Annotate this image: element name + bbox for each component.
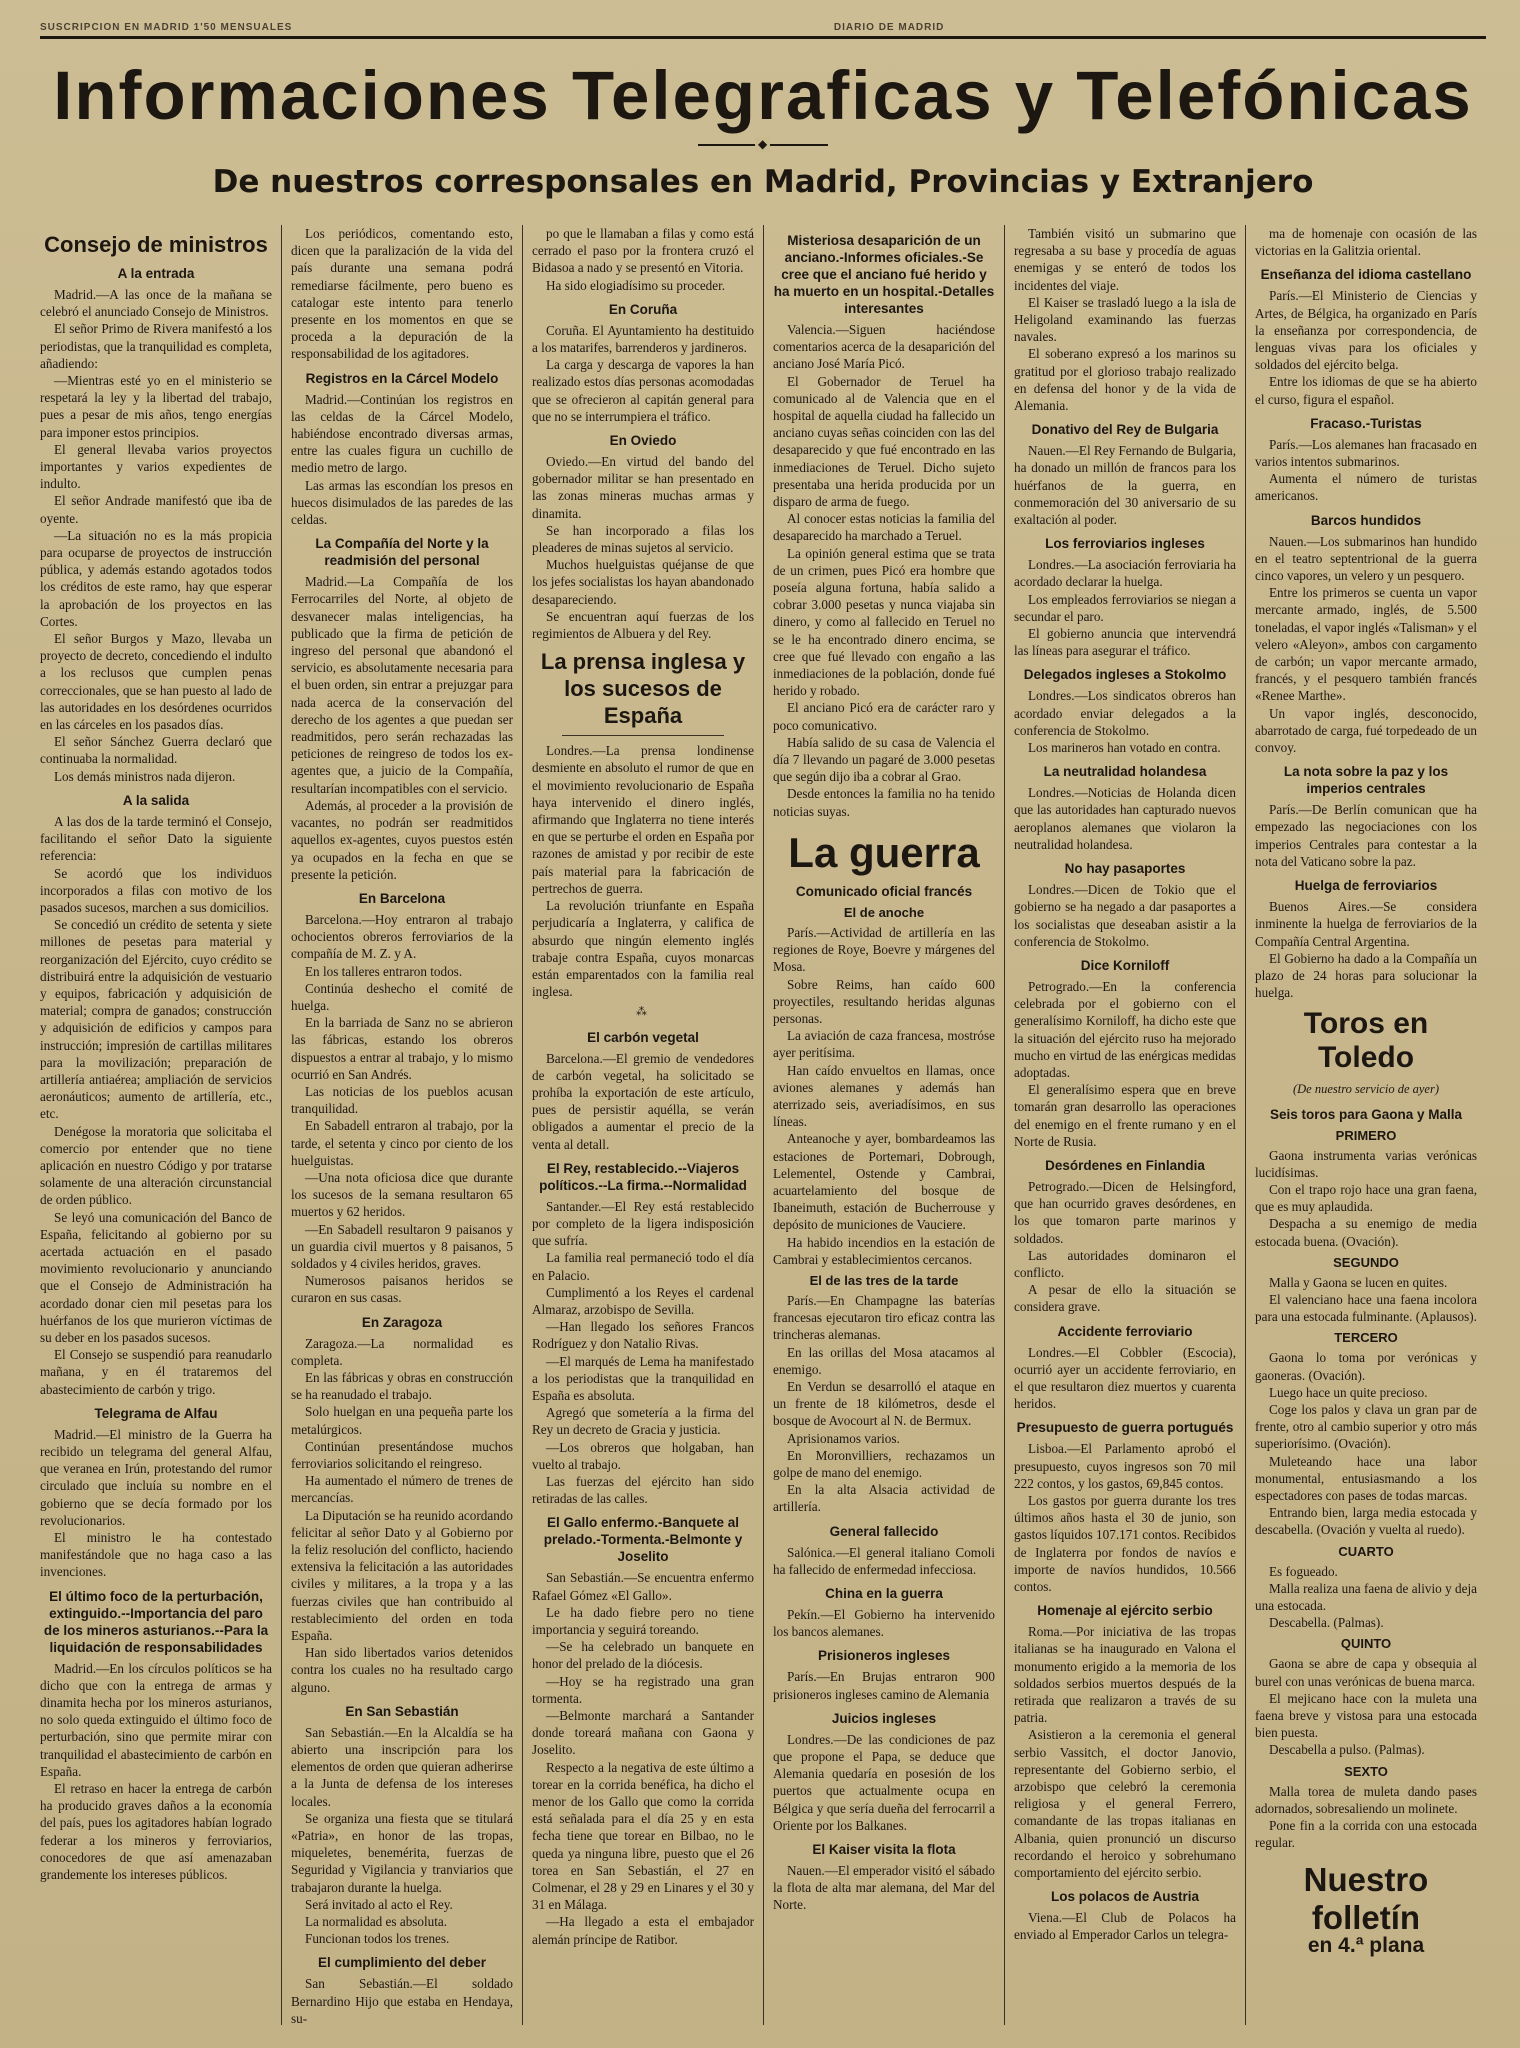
subhead-oviedo: En Oviedo (609, 433, 677, 449)
ornament-divider (698, 144, 828, 146)
paragraph: Entre los idiomas de que se ha abierto el curso, figura el español. (1255, 374, 1477, 407)
paragraph: Aumenta el número de turistas americanos. (1255, 471, 1477, 504)
paragraph: Petrogrado.—Dicen de Helsingford, que han ocurrido graves desórdenes, en los que tomaron parte marinos y soldados. (1014, 1178, 1236, 1246)
paragraph: Aprisionamos varios. (787, 1430, 900, 1446)
paragraph: Nauen.—Los submarinos han hundido en el teatro septentrional de la guerra cinco vapores, un velero y un pesquero. (1255, 533, 1477, 584)
paragraph: El Gobierno ha dado a la Compañía un plazo de 24 horas para solucionar la huelga. (1255, 950, 1477, 1001)
paragraph: Madrid.—A las once de la mañana se celebró el anunciado Consejo de Ministros. (40, 287, 272, 320)
paragraph: El valenciano hace una faena incolora para una estocada fulminante. (Aplausos). (1255, 1291, 1477, 1325)
subhead-neutralidad: La neutralidad holandesa (1043, 764, 1207, 780)
paragraph: Nauen.—El Rey Fernando de Bulgaria, ha donado un millón de francos para los huérfanos de la guerra, en conmemoración del 30 aniversario de su exaltación al poder. (1014, 443, 1237, 528)
subhead-polacos: Los polacos de Austria (1050, 1889, 1200, 1905)
paragraph: Al conocer estas noticias la familia del desaparecido ha marchado a Teruel. (773, 511, 995, 544)
paragraph: El Gobernador de Teruel ha comunicado al de Valencia que en el hospital de aquella ciudad ha fallecido un anciano cuyas señas coinciden con las del desaparecido y que fué encontrado en las inmediaciones de Teruel. Dicho sujeto presentaba una herida producida por un disparo de arma de fuego. (773, 373, 995, 510)
paragraph: La familia real permaneció todo el día en Palacio. (532, 1250, 754, 1283)
paragraph: Descabella a pulso. (Palmas). (1269, 1742, 1425, 1758)
subhead-donativo: Donativo del Rey de Bulgaria (1031, 422, 1219, 438)
subhead-alfau: Telegrama de Alfau (94, 1405, 218, 1421)
subhead-rey: El Rey, restablecido.--Viajeros políticos.--La firma.--Normalidad (539, 1160, 747, 1193)
subhead-idioma: Enseñanza del idioma castellano (1260, 267, 1472, 283)
paragraph: La carga y descarga de vapores la han realizado estos días personas acomodadas que se ofrecieron al capitán general para que no se interrumpiera el tráfico. (532, 357, 754, 424)
subhead-carbon: El carbón vegetal (587, 1029, 699, 1045)
paragraph: Madrid.—En los círculos políticos se ha dicho que con la entrega de armas y dinamita hecha por los mineros asturianos, no solo queda extinguido el último foco de perturbación, sino que permite mirar con tranquilidad el abastecimiento de carbón en España. (40, 1660, 272, 1779)
paragraph: En las orillas del Mosa atacamos al enemigo. (773, 1344, 995, 1377)
paragraph: Han caído envueltos en llamas, once aviones alemanes y además han aterrizado seis, averiadísimos, en sus líneas. (773, 1062, 995, 1130)
paragraph: Gaona lo toma por verónicas y gaoneras. (Ovación). (1255, 1350, 1477, 1383)
subhead-segundo: SEGUNDO (1333, 1254, 1399, 1270)
subhead-presupuesto: Presupuesto de guerra portugués (1016, 1420, 1234, 1436)
paragraph: El señor Sánchez Guerra declaró que continuaba la normalidad. (40, 734, 272, 767)
paragraph: Se acordó que los individuos incorporados a filas con motivo de los pasados sucesos, marchen a sus domicilios. (40, 865, 272, 915)
paragraph: Será invitado al acto el Rey. (305, 1896, 453, 1912)
paragraph: El ministro le ha contestado manifestándole que no haga caso a las invenciones. (40, 1530, 272, 1580)
paragraph: Sobre Reims, han caído 600 proyectiles, resultando heridas algunas personas. (773, 976, 995, 1026)
subhead-quinto: QUINTO (1340, 1636, 1392, 1652)
paragraph: Nauen.—El emperador visitó el sábado la flota de alta mar alemana, del Mar del Norte. (773, 1863, 995, 1913)
paragraph: Roma.—Por iniciativa de las tropas italianas se ha inaugurado en Valona el monumento erigido a la memoria de los soldados serbios muertos después de la retirada que realizaron a través de su patria. (1014, 1624, 1236, 1726)
column-3 (522, 225, 763, 2025)
paragraph: París.—El Ministerio de Ciencias y Artes, de Bélgica, ha organizado en París la enseñanza por correspondencia, de lenguas vivas para los oficiales y soldados del ejército belga. (1255, 288, 1477, 373)
paragraph: Los demás ministros nada dijeron. (54, 768, 236, 784)
paragraph: —Hoy se ha registrado una gran tormenta. (532, 1673, 754, 1706)
paragraph: La normalidad es absoluta. (305, 1914, 448, 1930)
subhead-accidente: Accidente ferroviario (1057, 1323, 1193, 1339)
paragraph: Entrando bien, larga media estocada y descabella. (Ovación y vuelta al ruedo). (1255, 1505, 1477, 1538)
paragraph: París.—En Brujas entraron 900 prisioneros ingleses camino de Alemania (773, 1669, 995, 1702)
paragraph: Le ha dado fiebre pero no tiene importancia y seguirá toreando. (532, 1604, 754, 1637)
paragraph: Londres.—Dicen de Tokio que el gobierno se ha negado a dar pasaportes a los socialistas que deseaban asistir a la conferencia de Stokolmo. (1014, 882, 1236, 949)
folletin-notice: Nuestro folletín (1303, 1861, 1429, 1937)
paragraph: El retraso en hacer la entrega de carbón ha producido graves daños a la economía del país, pues los agitadores habían logrado federar a los mineros y ferroviarios, conocedores de que así amenazaban grandemente los intereses públicos. (40, 1781, 272, 1883)
paragraph: —El marqués de Lema ha manifestado a los periodistas que la tranquilidad en España es absoluta. (532, 1353, 754, 1403)
paragraph: Anteanoche y ayer, bombardeamos las estaciones de Portemari, Dobrough, Lelementel, Ostende y Cambrai, acuartelamiento del bosque de Ibaneimuth, estación de Bucherrouse y depósito de municiones de Vauciere. (773, 1131, 995, 1233)
column-2 (281, 225, 522, 2025)
masthead-title: Informaciones Telegraficas y Telefónicas (53, 57, 1473, 134)
column-6 (1245, 225, 1486, 2025)
paragraph: En Moronvilliers, rechazamos un golpe de mano del enemigo. (773, 1447, 995, 1480)
subhead-china: China en la guerra (825, 1586, 943, 1601)
paragraph: —En Sabadell resultaron 9 paisanos y un guardia civil muertos y 8 paisanos, 5 soldados y 4 civiles heridos, graves. (291, 1221, 513, 1271)
headline-toros: Toros en Toledo (1303, 1007, 1429, 1075)
paragraph: Han sido libertados varios detenidos contra los cuales no ha resultado cargo alguno. (291, 1645, 513, 1695)
paragraph: El general llevaba varios proyectos importantes y varios expedientes de indulto. (40, 441, 272, 492)
paragraph: El gobierno anuncia que intervendrá las líneas para asegurar el tráfico. (1014, 626, 1236, 659)
subhead-foco: El último foco de la perturbación, extinguido.--Importancia del paro de los mineros asturianos.--Para la liquidación de responsabilidades (43, 1588, 269, 1655)
paragraph: Buenos Aires.—Se considera inminente la huelga de ferroviarios de la Compañía Central Argentina. (1255, 899, 1477, 949)
subhead-seis: Seis toros para Gaona y Malla (1269, 1106, 1463, 1122)
paragraph: La opinión general estima que se trata de un crimen, pues Picó era hombre que poseía alguna fortuna, había salido a cobrar 3.000 pesetas y nunca viajaba sin dinero, y como al fallecido en Teruel no se le ha encontrado dinero encima, se cree que fué llevado con engaño a las inmediaciones de la población, donde fué herido y robado. (773, 545, 995, 699)
paragraph: También visitó un submarino que regresaba a su base y procedía de aguas enemigas y se enteró de todos los incidentes del viaje. (1014, 226, 1236, 293)
paragraph: Luego hace un quite precioso. (1269, 1384, 1428, 1400)
paragraph: Coruña. El Ayuntamiento ha destituido a los matarifes, barrenderos y jardineros. (532, 322, 754, 356)
paragraph: San Sebastián.—Se encuentra enfermo Rafael Gómez «El Gallo». (532, 1570, 754, 1603)
divider (562, 735, 724, 736)
paragraph: San Sebastián.—El soldado Bernardino Hijo que estaba en Hendaya, su- (291, 1976, 513, 2025)
headline-consejo: Consejo de ministros (44, 232, 268, 257)
paragraph: Lisboa.—El Parlamento aprobó el presupuesto, cuyos ingresos son 70 mil 222 contos, y los gastos, 69,845 contos. (1014, 1441, 1236, 1491)
subhead-prisioneros: Prisioneros ingleses (817, 1648, 951, 1664)
paragraph: —Belmonte marchará a Santander donde toreará mañana con Gaona y Joselito. (532, 1708, 754, 1758)
subhead-barcelona: En Barcelona (358, 890, 446, 906)
subhead-fracaso: Fracaso.-Turistas (1310, 415, 1422, 431)
paragraph: Denégose la moratoria que solicitaba el comercio por entender que no tiene aplicación en nuestro Código y por tratarse solamente de una alteración circunstancial de orden público. (40, 1123, 272, 1208)
paragraph: Los empleados ferroviarios se niegan a secundar el paro. (1014, 591, 1236, 624)
paragraph: po que le llamaban a filas y como está cerrado el paso por la frontera cruzó el Bidasoa a nado y se presentó en Vitoria. (532, 226, 754, 276)
paragraph: Había salido de su casa de Valencia el día 7 llevando un pagaré de 3.000 pesetas que según dijo iba a cobrar al Grao. (773, 734, 995, 785)
subhead-paz: La nota sobre la paz y los imperios centrales (1283, 764, 1449, 797)
paragraph: Despacha a su enemigo de media estocada buena. (Ovación). (1255, 1216, 1477, 1249)
paragraph: Santander.—El Rey está restablecido por completo de la ligera indisposición que sufría. (532, 1198, 754, 1249)
paragraph: Desde entonces la familia no ha tenido noticias suyas. (773, 786, 995, 819)
paragraph: Madrid.—Continúan los registros en las celdas de la Cárcel Modelo, habiéndose encontrado diversas armas, entre las cuales figura un cuchillo de medio metro de largo. (291, 391, 513, 476)
paragraph: Petrogrado.—En la conferencia celebrada por el gobierno con el generalísimo Korniloff, ha dicho este que la situación del ejército ruso ha mejorado mucho en virtud de las enérgicas medidas adoptadas. (1014, 978, 1236, 1080)
paragraph: Oviedo.—En virtud del bando del gobernador militar se han presentado en las zonas mineras muchas armas y dinamita. (532, 454, 754, 521)
paragraph: —Ha llegado a esta el embajador alemán príncipe de Ratibor. (532, 1914, 754, 1947)
subhead-tres: El de las tres de la tarde (809, 1272, 959, 1288)
paragraph: Numerosos paisanos heridos se curaron en sus casas. (291, 1273, 513, 1306)
subhead-primero: PRIMERO (1335, 1127, 1397, 1143)
column-4 (763, 225, 1004, 2025)
paragraph: El mejicano hace con la muleta una faena breve y vistosa para una estocada bien puesta. (1255, 1690, 1477, 1741)
subhead-sansebastian: En San Sebastián (345, 1703, 459, 1719)
paragraph: Los marineros han votado en contra. (1028, 740, 1221, 756)
paragraph: En Verdun se desarrolló el ataque en un frente de 18 kilómetros, desde el bosque de Avocourt al N. de Bermux. (773, 1378, 995, 1429)
subhead-carcel: Registros en la Cárcel Modelo (305, 370, 499, 386)
paragraph: Londres.—La asociación ferroviaria ha acordado declarar la huelga. (1014, 557, 1236, 590)
paragraph: Gaona instrumenta varias verónicas lucidísimas. (1255, 1147, 1477, 1180)
paragraph: —Se ha celebrado un banquete en honor del prelado de la diócesis. (532, 1639, 754, 1672)
paragraph: Ha aumentado el número de trenes de mercancías. (291, 1473, 513, 1506)
paragraph: Salónica.—El general italiano Comoli ha fallecido de enfermedad infecciosa. (773, 1544, 995, 1577)
paragraph: Pone fin a la corrida con una estocada regular. (1255, 1818, 1477, 1851)
paragraph: El Consejo se suspendió para reanudarlo mañana, y en él trataremos del abastecimiento de carbón y trigo. (40, 1347, 272, 1397)
paragraph: Continúa deshecho el comité de huelga. (291, 980, 513, 1013)
paragraph: Londres.—Noticias de Holanda dicen que las autoridades han capturado nuevos aeroplanos alemanes que violaron la neutralidad holandesa. (1014, 785, 1236, 852)
paragraph: En la barriada de Sanz no se abrieron las fábricas, estando los obreros dispuestos a entrar al trabajo, y lo mismo ocurrió en San Andrés. (291, 1015, 513, 1082)
paragraph: París.—De Berlín comunican que ha empezado las negociaciones con los imperios Centrales para contestar a la nota del Vaticano sobre la paz. (1255, 802, 1477, 869)
subhead-deber: El cumplimiento del deber (317, 1955, 487, 1971)
subhead-kaiser: El Kaiser visita la flota (812, 1842, 956, 1858)
subhead-cuarto: CUARTO (1338, 1543, 1394, 1559)
paragraph: París.—Los alemanes han fracasado en varios intentos submarinos. (1255, 436, 1477, 470)
paragraph: Con el trapo rojo hace una gran faena, que es muy aplaudida. (1255, 1181, 1477, 1215)
paragraph: El anciano Picó era de carácter raro y poco comunicativo. (773, 700, 995, 733)
paragraph: Muleteando hace una labor monumental, entusiasmando a los espectadores con pases de todas marcas. (1255, 1453, 1477, 1503)
paragraph: Muchos huelguistas quéjanse de que los jefes socialistas los hayan abandonado desapareciendo. (532, 557, 754, 607)
paragraph: Ha sido elogiadísimo su proceder. (546, 277, 726, 293)
paragraph: Respecto a la negativa de este último a torear en la corrida benéfica, ha dicho el menor de los Gallo que como la corrida está señalada para el día 25 y en esta fecha tiene que torear en Bilbao, no le queda ya ninguna libre, puesto que el 26 torea en San Sebastián, el 27 en Colmenar, el 28 y 29 en Linares y el 30 y 31 en Málaga. (532, 1759, 754, 1913)
paragraph: Barcelona.—Hoy entraron al trabajo ochocientos obreros ferroviarios de la compañía de M. Z. y A. (291, 911, 513, 962)
subhead-ferroviarios: Los ferroviarios ingleses (1045, 536, 1205, 552)
paragraph: —La situación no es la más propicia para ocuparse de proyectos de instrucción pública, y además estando agotados todos los créditos de este ramo, hay que esperar la aprobación de los proyectos en las Cortes. (40, 527, 272, 629)
paragraph: Se han incorporado a filas los pleaderes de minas sujetos al servicio. (532, 522, 754, 556)
paragraph: Las noticias de los pueblos acusan tranquilidad. (291, 1083, 513, 1117)
paragraph: El generalísimo espera que en breve tomarán gran desarrollo las operaciones del enemigo en el frente rumano y en el Norte de Rusia. (1014, 1082, 1236, 1149)
subscription-line: SUSCRIPCION EN MADRID 1'50 MENSUALES (40, 22, 293, 33)
paragraph: Londres.—Los sindicatos obreros han acordado enviar delegados a la conferencia de Stokolmo. (1014, 688, 1236, 738)
paragraph: En los talleres entraron todos. (305, 963, 463, 979)
subhead-comunicado: Comunicado oficial francés (795, 883, 973, 899)
subhead-salida: A la salida (122, 792, 190, 808)
section-subtitle: De nuestros corresponsales en Madrid, Provincias y Extranjero (212, 164, 1314, 200)
subhead-gallo: El Gallo enfermo.-Banquete al prelado.-Tormenta.-Belmonte y Joselito (543, 1515, 743, 1565)
paragraph: Londres.—De las condiciones de paz que propone el Papa, se deduce que Alemania quedaría en posesión de los puertos que actualmente ocupa en Bélgica y que sería dueña del ferrocarril a Oriente por los Balkanes. (773, 1731, 995, 1833)
headline-guerra: La guerra (788, 828, 980, 876)
paragraph: Londres.—El Cobbler (Escocia), ocurrió ayer un accidente ferroviario, en el que resultaron diez muertos y cuarenta heridos. (1014, 1344, 1236, 1412)
subhead-finlandia: Desórdenes en Finlandia (1045, 1157, 1205, 1173)
subhead-homenaje: Homenaje al ejército serbio (1037, 1603, 1213, 1619)
paragraph: Es fogueado. (1269, 1563, 1338, 1579)
paragraph: El Kaiser se trasladó luego a la isla de Heligoland examinando las fuerzas navales. (1014, 294, 1236, 345)
paragraph: París.—En Champagne las baterías francesas ejecutaron tiro eficaz contra las trincheras alemanas. (773, 1292, 995, 1343)
paragraph: En las fábricas y obras en construcción se ha reanudado el trabajo. (291, 1369, 513, 1403)
subhead-tercero: TERCERO (1334, 1330, 1398, 1346)
subhead-juicios: Juicios ingleses (831, 1710, 937, 1726)
paragraph: ma de homenaje con ocasión de las victorias en la Galitzia oriental. (1255, 226, 1477, 259)
article-columns (40, 225, 1486, 2025)
paragraph: El señor Andrade manifestó que iba de oyente. (40, 493, 272, 526)
paragraph: Gaona se abre de capa y obsequia al burel con unas verónicas de buena marca. (1255, 1656, 1477, 1689)
column-5 (1004, 225, 1245, 2025)
subhead-norte: La Compañía del Norte y la readmisión del personal (315, 536, 489, 569)
subhead-sexto: SEXTO (1344, 1763, 1388, 1779)
paragraph: Se encuentran aquí fuerzas de los regimientos de Albuera y del Rey. (532, 608, 754, 642)
paragraph: El soberano expresó a los marinos su gratitud por el glorioso trabajo realizado en defensa del honor y de la vida de Alemania. (1014, 346, 1236, 414)
paragraph: Pekín.—El Gobierno ha intervenido los bancos alemanes. (773, 1607, 995, 1640)
paragraph: Funcionan todos los trenes. (305, 1931, 450, 1947)
subhead-coruna: En Coruña (608, 301, 678, 317)
subhead-korniloff: Dice Korniloff (1080, 957, 1170, 973)
paragraph: Zaragoza.—La normalidad es completa. (291, 1335, 513, 1368)
paragraph: —Han llegado los señores Francos Rodríguez y don Natalio Rivas. (532, 1319, 754, 1352)
subhead-general: General fallecido (829, 1523, 939, 1539)
subhead-delegados: Delegados ingleses a Stokolmo (1023, 667, 1227, 683)
paragraph: La aviación de caza francesa, mostróse ayer peritísima. (773, 1028, 995, 1061)
paragraph: Descabella. (Palmas). (1269, 1615, 1384, 1631)
paragraph: Malla torea de muleta dando pases adornados, sobresaliendo un molinete. (1255, 1783, 1477, 1816)
paragraph: La revolución triunfante en España perjudicaría a Inglaterra, y califica de absurdo que ningún elemento inglés trabaje contra España, cuyos monarcas están emparentados con la familia real inglesa. (532, 898, 754, 1000)
asterism-divider: ⁂ (636, 1006, 650, 1019)
paper-name-line: DIARIO DE MADRID (833, 22, 945, 33)
subhead-huelga: Huelga de ferroviarios (1294, 878, 1438, 894)
paragraph: En la alta Alsacia actividad de artillería. (773, 1482, 995, 1515)
paragraph: Barcelona.—El gremio de vendedores de carbón vegetal, ha solicitado se prohíba la exportación de este artículo, pues de persistir aquélla, se verán obligados a aumentar el precio de la venta al detall. (532, 1050, 754, 1152)
column-1 (40, 225, 281, 2025)
paragraph: —Los obreros que holgaban, han vuelto al trabajo. (532, 1439, 754, 1472)
paragraph: —Mientras esté yo en el ministerio se respetará la ley y la libertad del trabajo, pues a pesar de mis años, tengo energías para imponer estos principios. (40, 373, 272, 440)
paragraph: En Sabadell entraron al trabajo, por la tarde, el setenta y cinco por ciento de los huelguistas. (291, 1118, 513, 1168)
paragraph: Se concedió un crédito de setenta y siete millones de pesetas para material y reorganización del Ejército, cuyo crédito se distribuirá entre la adquisición de vestuario y equipos, fabricación y adquisición de material; compra de ganados; construcción y adquisición de edificios y campos para instrucción; impresión de cartillas militares para la movilización; preparación de artillería antiaérea; ampliación de servicios aeronáuticos; aumento de artillería, etc., etc. (40, 917, 272, 1122)
paragraph: La Diputación se ha reunido acordando felicitar al señor Dato y al Gobierno por la feliz resolución del conflicto, haciendo extensiva la felicitación a las autoridades civiles y militares, a la tropa y a las fuerzas civiles que han contribuido al restablecimiento del orden en toda España. (291, 1507, 513, 1644)
paragraph: Viena.—El Club de Polacos ha enviado al Emperador Carlos un telegra- (1014, 1910, 1236, 1943)
subhead-entrada: A la entrada (117, 266, 195, 281)
paragraph: San Sebastián.—En la Alcaldía se ha abierto una inscripción para los elementos de orden que quieran adherirse a la Junta de defensa de los intereses locales. (291, 1724, 513, 1809)
paragraph: Cumplimentó a los Reyes el cardenal Almaraz, arzobispo de Sevilla. (532, 1284, 754, 1317)
paragraph: Los periódicos, comentando esto, dicen que la paralización de la vida del país durante una semana podrá remediarse fácilmente, pero bueno es catalogar este intento para tenerlo presente en los momentos en que se proceda a la depuración de la responsabilidad de los agitadores. (291, 226, 513, 362)
paragraph: Se organiza una fiesta que se titulará «Patria», en honor de las tropas, miqueletes, benemérita, fuerzas de Seguridad y Vigilancia y tranviarios que trabajaron durante la huelga. (291, 1810, 513, 1895)
paragraph: Malla y Gaona se lucen en quites. (1269, 1274, 1448, 1290)
paragraph: Malla realiza una faena de alivio y deja una estocada. (1255, 1580, 1477, 1613)
paragraph: Un vapor inglés, desconocido, abarrotado de carga, fué torpedeado de un convoy. (1255, 705, 1477, 756)
subhead-anoche: El de anoche (843, 904, 925, 920)
paragraph: Madrid.—El ministro de la Guerra ha recibido un telegrama del general Alfau, que veranea en Irún, protestando del rumor circulado que incluía su nombre en el gobierno que se decía formado por los revolucionarios. (40, 1426, 272, 1528)
paragraph: Se leyó una comunicación del Banco de España, felicitando al gobierno por su acertada actuación en el pasado movimiento revolucionario y anunciando que el Consejo de Administración ha acordado donar cien mil pesetas para los huérfanos de los que murieron víctimas de su deber en los pasados sucesos. (40, 1209, 272, 1345)
top-strip (40, 22, 1486, 39)
paragraph: Entre los primeros se cuenta un vapor mercante armado, inglés, de 5.500 toneladas, el vapor inglés «Talisman» y el velero «Aleyon», ambos con cargamento de carbón; un vapor mercante armado, francés, y el pesquero también francés «Renee Marthe». (1255, 585, 1477, 704)
paragraph: Agregó que sometería a la firma del Rey un decreto de Gracia y justicia. (532, 1405, 754, 1438)
paragraph: Continúan presentándose muchos ferroviarios solicitando el reingreso. (291, 1438, 513, 1471)
paragraph: Los gastos por guerra durante los tres últimos años hasta el 30 de junio, son gastos líquidos 107.171 contos. Recibidos de Inglaterra por fondos de navíos e importe de navíos hundidos, 10.566 contos. (1014, 1492, 1236, 1594)
paragraph: Coge los palos y clava un gran par de frente, otro al cambio superior y otro más superiorísimo. (Ovación). (1255, 1401, 1477, 1452)
folletin-page: en 4.ª plana (1307, 1934, 1425, 1958)
headline-prensa: La prensa inglesa y los sucesos de España (540, 649, 746, 729)
paragraph: —Una nota oficiosa dice que durante los sucesos de la semana resultaron 65 muertos y 62 heridos. (291, 1169, 513, 1220)
subhead-barcos: Barcos hundidos (1310, 512, 1422, 528)
paragraph: Solo huelgan en una pequeña parte los metalúrgicos. (291, 1404, 513, 1437)
paragraph: El señor Primo de Rivera manifestó a los periodistas, que la tranquilidad es completa, añadiendo: (40, 321, 272, 371)
paragraph: A pesar de ello la situación se considera grave. (1014, 1282, 1236, 1315)
subhead-pasaportes: No hay pasaportes (1064, 861, 1186, 877)
paragraph: Además, al proceder a la provisión de vacantes, no podrán ser readmitidos aquellos ex-agentes, cuyos puestos estén ya ocupados en la fecha en que se presente la petición. (291, 797, 513, 882)
paragraph: Ha habido incendios en la estación de Cambrai y establecimientos cercanos. (773, 1234, 995, 1267)
paragraph: Las armas las escondían los presos en huecos disimulados de las paredes de las celdas. (291, 477, 513, 528)
paragraph: A las dos de la tarde terminó el Consejo, facilitando el señor Dato la siguiente referencia: (40, 813, 272, 864)
paragraph: Asistieron a la ceremonia el general serbio Vassitch, el doctor Janovio, representante del Gobierno serbio, el arzobispo que celebró la ceremonia religiosa y el general Ferrero, comandante de las tropas italianas en Albania, quien pronunció un discurso recordando el heroico y sobrehumano comportamiento del ejército serbio. (1014, 1727, 1236, 1881)
paragraph: Londres.—La prensa londinense desmiente en absoluto el rumor de que en el movimiento revolucionario de España haya intervenido el dinero inglés, afirmando que Inglaterra no tiene interés en que se perturbe el orden en España por razones de amistad y por recibir de este país material para la fabricación de pertrechos de guerra. (532, 743, 754, 896)
paragraph: Valencia.—Siguen haciéndose comentarios acerca de la desaparición del anciano José María Picó. (773, 322, 995, 372)
subhead-misteriosa: Misteriosa desaparición de un anciano.-Informes oficiales.-Se cree que el anciano fué herido y ha muerto en un hospital.-Detalles interesantes (773, 233, 995, 316)
paragraph: París.—Actividad de artillería en las regiones de Roye, Boevre y márgenes del Mosa. (773, 924, 995, 975)
subhead-zaragoza: En Zaragoza (361, 1314, 443, 1330)
paragraph: Madrid.—La Compañía de los Ferrocarriles del Norte, al objeto de desvanecer malas inteligencias, ha publicado que la firma de petición de ingreso del personal que abandonó el servicio, es absolutamente necesaria para el buen orden, sin entrar a prejuzgar para nada acerca de la conservación del derecho de los agentes a que puedan ser readmitidos, pero serán rechazadas las peticiones de reingreso de todos los ex-agentes que, a juicio de la Compañía, resultarían incompatibles con el servicio. (291, 574, 513, 796)
credit-line: (De nuestro servicio de ayer) (1292, 1082, 1439, 1097)
paragraph: Las autoridades dominaron el conflicto. (1014, 1247, 1236, 1280)
paragraph: El señor Burgos y Mazo, llevaba un proyecto de decreto, concediendo el indulto a los reclusos que cumplen penas correccionales, que se han puesto al lado de las autoridades en los desórdenes ocurridos en las cárceles en los pasados días. (40, 631, 272, 733)
paragraph: Las fuerzas del ejército han sido retiradas de las calles. (532, 1473, 754, 1507)
